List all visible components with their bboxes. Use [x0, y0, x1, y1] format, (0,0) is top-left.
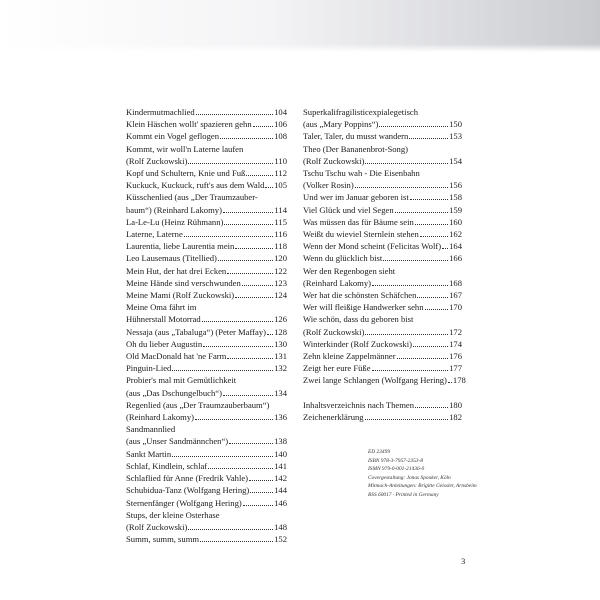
toc-entry-line	[126, 509, 287, 521]
toc-entry-title: Tschu Tschu wah - Die Eisenbahn	[303, 168, 420, 179]
toc-entry	[126, 423, 287, 447]
toc-entry	[126, 106, 287, 118]
toc-entry	[303, 350, 462, 362]
toc-right-songs	[303, 106, 466, 387]
toc-page-number: 115	[274, 216, 287, 227]
toc-entry	[126, 179, 287, 191]
toc-entry	[126, 484, 287, 496]
toc-page-number: 164	[449, 241, 462, 252]
toc-dot-leader	[250, 492, 273, 493]
toc-entry-line	[303, 362, 462, 374]
toc-entry-line	[303, 374, 466, 386]
toc-dot-leader	[442, 248, 448, 249]
toc-entry-title: Theo (Der Bananenbrot-Song)	[303, 143, 409, 154]
toc-entry-title: Stups, der kleine Osterhase	[126, 509, 220, 520]
toc-entry-line	[303, 179, 462, 191]
toc-entry-line	[303, 204, 462, 216]
toc-page-number: 110	[274, 155, 287, 166]
toc-entry-line	[126, 521, 287, 533]
imprint-line: Covergestaltung: Jonas Spooker, Köln	[368, 474, 451, 481]
toc-entry-title: Schlaflied für Anne (Fredrik Vahle)	[126, 473, 249, 484]
toc-entry-title: (aus „Mary Poppins“)	[303, 119, 379, 130]
toc-page-number: 122	[274, 265, 287, 276]
toc-dot-leader	[243, 505, 273, 506]
toc-entry	[126, 509, 287, 533]
toc-entry-line	[303, 106, 462, 118]
toc-dot-leader	[409, 138, 448, 139]
toc-entry	[126, 338, 287, 350]
toc-entry-title: Kommt, wir woll'n Laterne laufen	[126, 143, 244, 154]
imprint-block	[368, 448, 478, 499]
toc-dot-leader	[265, 187, 273, 188]
toc-entry-line	[126, 167, 287, 179]
section-gap	[303, 387, 462, 399]
toc-page-number: 166	[449, 253, 462, 264]
toc-entry-title: Wer den Regenbogen sieht	[303, 265, 396, 276]
toc-entry-line	[126, 484, 287, 496]
toc-dot-leader	[172, 370, 273, 371]
toc-page-number: 104	[274, 107, 287, 117]
toc-entry	[126, 167, 287, 179]
toc-entry-line	[303, 399, 462, 411]
toc-page-number: 174	[449, 338, 462, 349]
toc-entry-title: (Rolf Zuckowski)	[126, 521, 188, 532]
toc-page-number: 120	[274, 253, 287, 264]
toc-entry-title: Oh du lieber Augustin	[126, 338, 203, 349]
toc-page-number: 154	[449, 155, 462, 166]
toc-entry-title: Taler, Taler, du musst wandern	[303, 131, 409, 142]
toc-dot-leader	[383, 260, 448, 261]
toc-entry	[126, 460, 287, 472]
toc-entry-line	[303, 155, 462, 167]
toc-entry	[303, 313, 462, 337]
toc-entry-title: Zeichenerklärung	[303, 411, 364, 422]
toc-entry-title: Meine Mami (Rolf Zuckowski)	[126, 290, 235, 301]
toc-entry	[303, 265, 462, 289]
toc-page-number: 141	[274, 460, 287, 471]
toc-dot-leader	[200, 541, 273, 542]
toc-entry-title: Was müssen das für Bäume sein	[303, 216, 414, 227]
toc-page-number: 182	[449, 411, 462, 422]
toc-page-number: 118	[274, 241, 287, 252]
toc-dot-leader	[208, 468, 273, 469]
toc-entry-line	[303, 350, 462, 362]
toc-entry-title: Kuckuck, Kuckuck, ruft's aus dem Wald	[126, 180, 265, 191]
toc-page-number: 105	[274, 180, 287, 191]
toc-dot-leader	[218, 260, 273, 261]
toc-entry	[126, 277, 287, 289]
toc-entry	[126, 252, 287, 264]
toc-entry-title: Regenlied (aus „Der Traumzauberbaum“)	[126, 399, 270, 410]
toc-dot-leader	[372, 370, 449, 371]
toc-entry-title: Pinguin-Lied	[126, 363, 172, 374]
toc-entry	[303, 252, 462, 264]
toc-dot-leader	[397, 358, 449, 359]
toc-entry	[126, 399, 287, 423]
toc-page-number: 170	[449, 302, 462, 313]
toc-page-number: 134	[274, 387, 287, 398]
toc-entry	[303, 143, 462, 167]
imprint-line: ISMN 979-0-001-21436-0	[368, 466, 425, 472]
toc-entry-line	[303, 167, 462, 179]
toc-entry	[126, 374, 287, 398]
toc-entry-line	[126, 155, 287, 167]
toc-entry	[303, 191, 462, 203]
toc-entry-line	[126, 118, 287, 130]
toc-page-number: 146	[274, 497, 287, 508]
toc-entry-title: Weißt du wieviel Sternlein stehen	[303, 229, 419, 240]
toc-page-number: 172	[449, 326, 462, 337]
toc-entry-title: (Volker Rosin)	[303, 180, 354, 191]
toc-dot-leader	[410, 199, 448, 200]
toc-entry	[303, 289, 462, 301]
toc-entry	[303, 362, 462, 374]
imprint-line: ISBN 978-3-7957-2353-8	[368, 457, 423, 464]
toc-entry-title: Küsschenlied (aus „Der Traumzauber-	[126, 192, 258, 203]
toc-dot-leader	[203, 346, 273, 347]
toc-entry-title: Probier's mal mit Gemütlichkeit	[126, 375, 237, 386]
toc-dot-leader	[365, 334, 448, 335]
toc-entry	[126, 472, 287, 484]
toc-dot-leader	[184, 236, 274, 237]
toc-entry-line	[303, 289, 462, 301]
toc-dot-leader	[253, 126, 273, 127]
toc-dot-leader	[420, 236, 448, 237]
toc-dot-leader	[448, 382, 452, 383]
toc-entry	[303, 399, 462, 411]
toc-entry-line	[126, 448, 287, 460]
toc-entry-title: Nessaja (aus „Tabaluga“) (Peter Maffay)	[126, 326, 267, 337]
toc-entry	[126, 289, 287, 301]
toc-entry	[126, 497, 287, 509]
toc-entry-line	[303, 118, 462, 130]
toc-entry-title: Sankt Martin	[126, 448, 172, 459]
toc-page-number: 136	[274, 412, 287, 423]
toc-page-number: 132	[274, 363, 287, 374]
toc-page-number: 108	[274, 131, 287, 142]
toc-entry-title: Klein Häschen wollt' spazieren gehn	[126, 119, 252, 130]
toc-entry	[126, 533, 287, 545]
toc-page-number: 148	[274, 521, 287, 532]
toc-page-number: 142	[274, 473, 287, 484]
toc-page-number: 131	[274, 351, 287, 362]
toc-page-number: 152	[274, 534, 287, 545]
toc-dot-leader	[355, 187, 448, 188]
toc-entry-line	[126, 179, 287, 191]
toc-entry-title: Laterne, Laterne	[126, 229, 183, 240]
toc-dot-leader	[365, 419, 449, 420]
toc-entry-title: Wie schön, dass du geboren bist	[303, 314, 414, 325]
toc-page-number: 114	[274, 204, 287, 215]
toc-dot-leader	[188, 163, 273, 164]
toc-entry-title: Schubidua-Tanz (Wolfgang Hering)	[126, 485, 250, 496]
toc-entry-line	[126, 350, 287, 362]
toc-entry-line	[126, 240, 287, 252]
toc-entry-title: Viel Glück und viel Segen	[303, 204, 394, 215]
toc-entry-title: (aus „Unser Sandmännchen“)	[126, 436, 229, 447]
toc-entry	[303, 216, 462, 228]
toc-page-number: 167	[449, 290, 462, 301]
toc-dot-leader	[220, 138, 273, 139]
toc-entry-line	[126, 472, 287, 484]
imprint-line: Mitmach-Anleitungen: Brigitte Geissler, Arnsbeim	[368, 483, 477, 489]
toc-entry	[303, 374, 466, 386]
toc-dot-leader	[223, 212, 273, 213]
toc-page-number: 150	[449, 119, 462, 130]
toc-entry-line	[303, 277, 462, 289]
toc-page-number: 178	[452, 375, 466, 386]
toc-entry-title: (Rolf Zuckowski)	[303, 326, 365, 337]
toc-dot-leader	[223, 395, 273, 396]
toc-entry	[303, 338, 462, 350]
toc-dot-leader	[415, 224, 448, 225]
toc-entry-line	[303, 313, 462, 325]
toc-page-number: 128	[274, 326, 287, 337]
toc-entry-line	[126, 106, 287, 118]
toc-entry	[303, 130, 462, 142]
toc-dot-leader	[365, 163, 448, 164]
toc-entry	[126, 216, 287, 228]
toc-entry-title: Schlaf, Kindlein, schlaf	[126, 460, 208, 471]
toc-entry-title: Mein Hut, der hat drei Ecken	[126, 265, 227, 276]
toc-entry-line	[126, 423, 287, 435]
toc-dot-leader	[202, 321, 273, 322]
toc-dot-leader	[172, 456, 273, 457]
toc-dot-leader	[379, 126, 448, 127]
toc-entry-line	[126, 130, 287, 142]
toc-entry	[303, 167, 462, 191]
toc-entry-line	[126, 289, 287, 301]
toc-entry-title: Kindermutmachlied	[126, 107, 195, 117]
toc-entry-line	[126, 338, 287, 350]
toc-page-number: 126	[274, 314, 287, 325]
toc-entry-line	[303, 411, 462, 423]
toc-entry-title: Wer hat die schönsten Schäfchen	[303, 290, 417, 301]
toc-page-number: 123	[274, 277, 287, 288]
toc-entry	[126, 240, 287, 252]
toc-entry-title: Kommt ein Vogel geflogen	[126, 131, 220, 142]
toc-entry-line	[303, 252, 462, 264]
toc-entry-title: Zwei lange Schlangen (Wolfgang Hering)	[303, 375, 447, 386]
toc-entry-line	[303, 143, 462, 155]
toc-entry-title: baum“) (Reinhard Lakomy)	[126, 204, 222, 215]
toc-entry-title: Wenn der Mond scheint (Felicitas Wolf)	[303, 241, 442, 252]
toc-entry-title: Summ, summ, summ	[126, 534, 200, 545]
toc-entry	[126, 448, 287, 460]
toc-entry-line	[126, 387, 287, 399]
toc-entry	[126, 143, 287, 167]
toc-entry-line	[126, 143, 287, 155]
imprint-line: ED 23499	[368, 449, 391, 455]
toc-entry-line	[126, 252, 287, 264]
toc-dot-leader	[229, 443, 273, 444]
toc-dot-leader	[196, 114, 273, 115]
toc-entry	[126, 118, 287, 130]
page-number: 3	[461, 556, 466, 566]
toc-page-number: 168	[449, 277, 462, 288]
toc-entry-title: Superkalifragilisticexpialegetisch	[303, 107, 419, 117]
toc-entry-title: (Rolf Zuckowski)	[126, 155, 188, 166]
toc-entry-title: Laurentia, liebe Laurentia mein	[126, 241, 235, 252]
toc-entry-line	[126, 497, 287, 509]
toc-entry-line	[126, 301, 287, 313]
toc-entry-line	[126, 460, 287, 472]
toc-page-number: 130	[274, 338, 287, 349]
toc-entry	[126, 326, 287, 338]
toc-entry	[303, 411, 462, 423]
toc-entry-title: Sternenfänger (Wolfgang Hering)	[126, 497, 242, 508]
toc-entry-line	[303, 191, 462, 203]
header-gradient-band	[0, 0, 600, 52]
toc-entry-line	[126, 399, 287, 411]
toc-entry-line	[303, 265, 462, 277]
toc-entry-title: Inhaltsverzeichnis nach Themen	[303, 399, 415, 410]
toc-dot-leader	[235, 297, 273, 298]
toc-entry-title: Meine Oma fährt im	[126, 302, 197, 313]
toc-page-number: 162	[449, 229, 462, 240]
toc-entry	[126, 362, 287, 374]
toc-page-number: 156	[449, 180, 462, 191]
toc-entry	[126, 265, 287, 277]
toc-dot-leader	[188, 529, 273, 530]
toc-entry	[303, 106, 462, 130]
toc-entry-title: Wenn du glücklich bist	[303, 253, 383, 264]
toc-dot-leader	[417, 297, 448, 298]
toc-entry-title: Old MacDonald hat 'ne Farm	[126, 351, 227, 362]
toc-entry-title: (aus „Das Dschungelbuch“)	[126, 387, 222, 398]
toc-dot-leader	[415, 407, 448, 408]
toc-page-number: 159	[449, 204, 462, 215]
toc-page-number: 144	[274, 485, 287, 496]
toc-column-left	[126, 106, 287, 545]
toc-page-number: 112	[274, 168, 287, 179]
toc-entry-line	[126, 191, 287, 203]
toc-entry-title: Und wer im Januar geboren ist	[303, 192, 409, 203]
toc-entry-line	[126, 326, 287, 338]
toc-dot-leader	[227, 273, 273, 274]
toc-page-number: 124	[274, 290, 287, 301]
toc-entry-line	[126, 533, 287, 545]
toc-entry-line	[126, 204, 287, 216]
toc-entry-title: Kopf und Schultern, Knie und Fuß	[126, 168, 246, 179]
toc-entry-line	[126, 313, 287, 325]
toc-entry-title: Sandmannlied	[126, 424, 176, 435]
toc-dot-leader	[195, 419, 273, 420]
toc-entry-title: Meine Hände sind verschwunden	[126, 277, 241, 288]
toc-entry-title: La-Le-Lu (Heinz Rühmann)	[126, 216, 224, 227]
toc-entry-line	[303, 216, 462, 228]
toc-entry	[303, 301, 462, 313]
toc-page-number: 158	[449, 192, 462, 203]
toc-entry-line	[126, 228, 287, 240]
toc-page-number: 177	[449, 363, 462, 374]
toc-entry-title: Hühnerstall Motorrad	[126, 314, 201, 325]
toc-dot-leader	[249, 480, 273, 481]
toc-page-number: 116	[274, 229, 287, 240]
toc-dot-leader	[267, 334, 273, 335]
toc-entry-line	[303, 240, 462, 252]
toc-page-number: 176	[449, 351, 462, 362]
toc-page-number: 106	[274, 119, 287, 130]
toc-entry	[303, 240, 462, 252]
toc-entry-line	[126, 362, 287, 374]
toc-entry-title: Winterkinder (Rolf Zuckowski)	[303, 338, 412, 349]
toc-entry	[126, 130, 287, 142]
toc-dot-leader	[425, 309, 449, 310]
toc-entry-line	[126, 435, 287, 447]
toc-entry-title: Zeigt her eure Füße	[303, 363, 371, 374]
toc-entry	[126, 350, 287, 362]
toc-entry-title: Wer will fleißige Handwerker sehn	[303, 302, 424, 313]
toc-entry-line	[126, 374, 287, 386]
toc-entry-line	[303, 301, 462, 313]
toc-entry-line	[126, 277, 287, 289]
toc-appendix	[303, 399, 462, 423]
toc-dot-leader	[227, 358, 273, 359]
toc-page-number: 140	[274, 448, 287, 459]
toc-entry-title: Leo Lausemaus (Titellied)	[126, 253, 217, 264]
toc-dot-leader	[395, 212, 448, 213]
toc-page-number: 138	[274, 436, 287, 447]
toc-entry-title: Zehn kleine Zappelmänner	[303, 351, 396, 362]
toc-entry-title: (Reinhard Lakomy)	[126, 412, 195, 423]
toc-entry	[126, 191, 287, 215]
toc-entry-line	[126, 216, 287, 228]
toc-entry-line	[303, 338, 462, 350]
toc-dot-leader	[224, 224, 273, 225]
imprint-line: BSS 60017 · Printed in Germany	[368, 491, 439, 498]
toc-page-number: 180	[449, 399, 462, 410]
toc-entry	[126, 228, 287, 240]
toc-entry-line	[126, 265, 287, 277]
toc-entry-title: (Reinhard Lakomy)	[303, 277, 372, 288]
toc-dot-leader	[246, 175, 273, 176]
toc-dot-leader	[235, 248, 273, 249]
toc-column-right	[303, 106, 466, 423]
toc-entry-title: (Rolf Zuckowski)	[303, 155, 365, 166]
toc-dot-leader	[372, 285, 448, 286]
toc-page-number: 160	[449, 216, 462, 227]
toc-entry-line	[303, 326, 462, 338]
toc-entry-line	[126, 411, 287, 423]
toc-entry-line	[303, 130, 462, 142]
toc-dot-leader	[242, 285, 273, 286]
toc-entry	[126, 301, 287, 325]
toc-dot-leader	[413, 346, 448, 347]
toc-entry-line	[303, 228, 462, 240]
toc-page-number: 153	[449, 131, 462, 142]
toc-entry	[303, 204, 462, 216]
toc-entry	[303, 228, 462, 240]
